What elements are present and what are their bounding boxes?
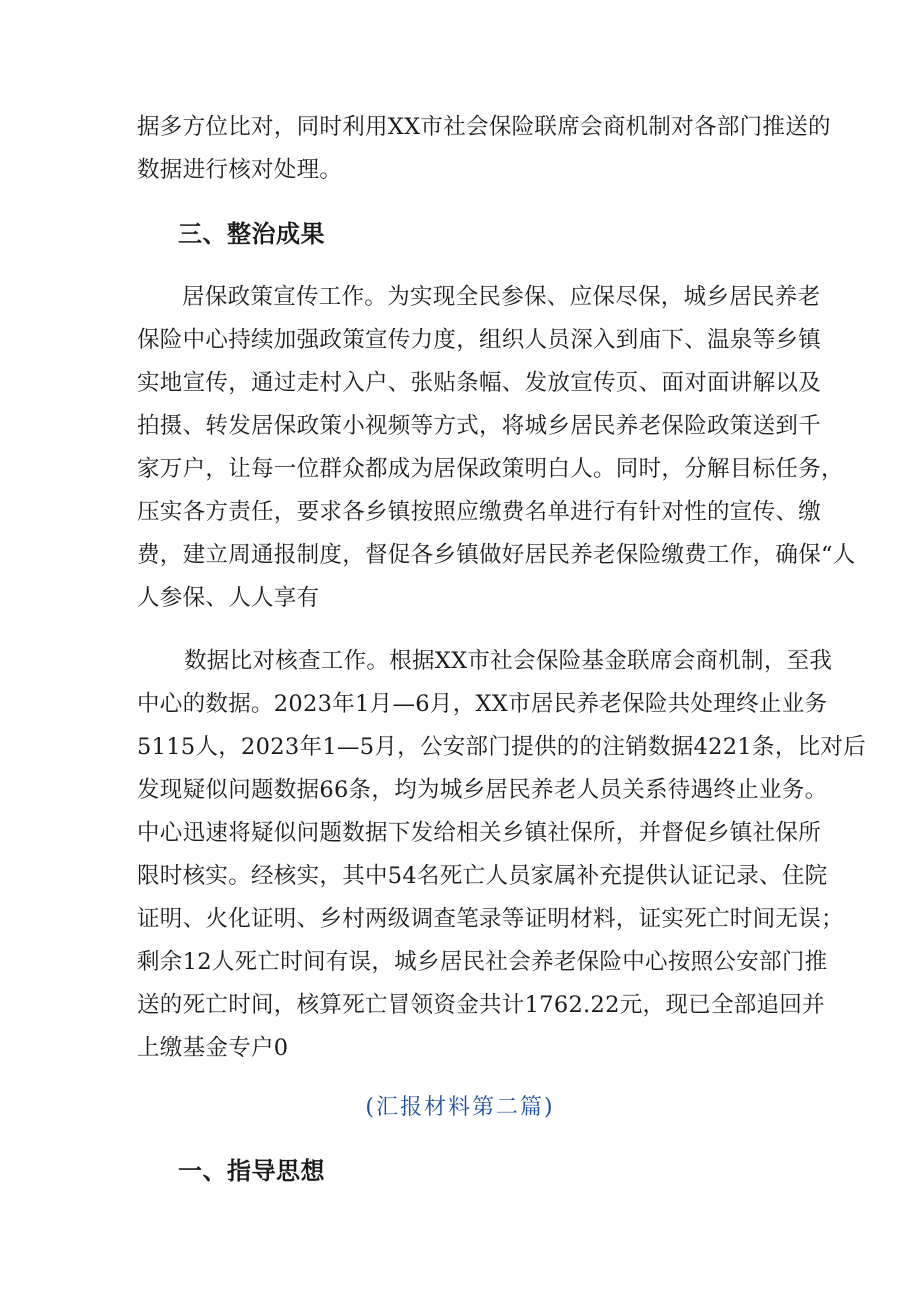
para1-line-8: 人参保、人人享有 — [137, 585, 320, 611]
intro-line-2: 数据进行核对处理。 — [137, 157, 343, 183]
para2-line-10: 上缴基金专户0 — [137, 1035, 289, 1061]
para1-line-5: 家万户，让每一位群众都成为居保政策明白人。同时，分解目标任务， — [137, 456, 844, 482]
para1-line-2: 保险中心持续加强政策宣传力度，组织人员深入到庙下、温泉等乡镇 — [137, 327, 822, 353]
para1-line-1: 居保政策宣传工作。为实现全民参保、应保尽保，城乡居民养老 — [182, 284, 821, 310]
section-heading-results: 三、整治成果 — [178, 220, 325, 248]
para2-line-6: 限时核实。经核实，其中54名死亡人员家属补充提供认证记录、住院 — [137, 863, 828, 889]
intro-line-1: 据多方位比对，同时利用XX市社会保险联席会商机制对各部门推送的 — [137, 114, 831, 140]
para2-line-1: 数据比对核查工作。根据XX市社会保险基金联席会商机制，至我 — [184, 648, 833, 674]
para2-line-5: 中心迅速将疑似问题数据下发给相关乡镇社保所，并督促乡镇社保所 — [137, 820, 822, 846]
para1-line-4: 拍摄、转发居保政策小视频等方式，将城乡居民养老保险政策送到千 — [137, 413, 822, 439]
report-subtitle: (汇报材料第二篇) — [365, 1095, 555, 1120]
para2-line-8: 剩余12人死亡时间有误，城乡居民社会养老保险中心按照公安部门推 — [137, 949, 828, 975]
para2-line-4: 发现疑似问题数据66条，均为城乡居民养老人员关系待遇终止业务。 — [137, 777, 828, 803]
para2-line-3: 5115人，2023年1—5月，公安部门提供的的注销数据4221条，比对后 — [137, 734, 867, 760]
para2-line-2: 中心的数据。2023年1月—6月，XX市居民养老保险共处理终止业务 — [137, 691, 828, 717]
para1-line-3: 实地宣传，通过走村入户、张贴条幅、发放宣传页、面对面讲解以及 — [137, 370, 822, 396]
para1-line-6: 压实各方责任，要求各乡镇按照应缴费名单进行有针对性的宣传、缴 — [137, 499, 822, 525]
section-heading-guiding-ideology: 一、指导思想 — [178, 1157, 325, 1185]
para2-line-7: 证明、火化证明、乡村两级调查笔录等证明材料，证实死亡时间无误； — [137, 906, 844, 932]
para1-line-7: 费，建立周通报制度，督促各乡镇做好居民养老保险缴费工作，确保“人 — [137, 542, 856, 568]
para2-line-9: 送的死亡时间，核算死亡冒领资金共计1762.22元，现已全部追回并 — [137, 992, 825, 1018]
